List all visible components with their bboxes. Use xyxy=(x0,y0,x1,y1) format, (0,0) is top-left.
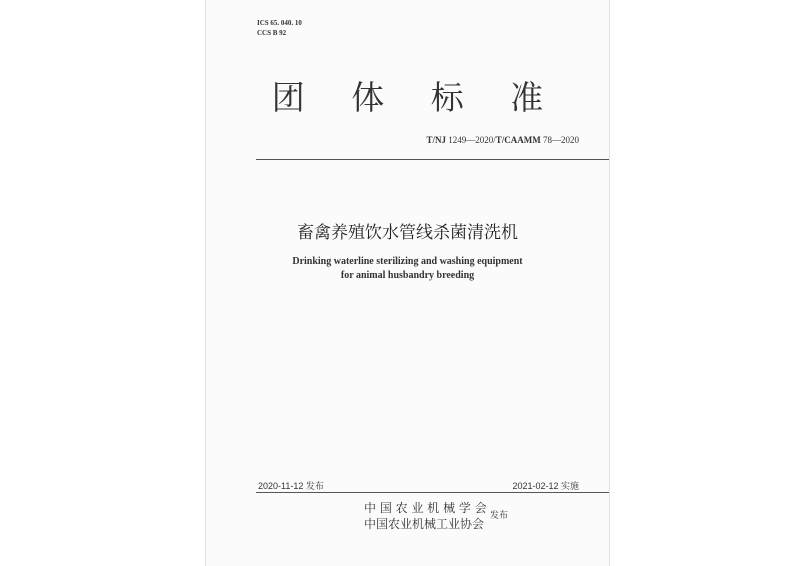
standard-prefix-nj: T/NJ xyxy=(426,135,446,145)
issue-date: 2020-11-12 发布 xyxy=(258,481,324,491)
standard-prefix-caamm: T/CAAMM xyxy=(495,135,541,145)
ics-code: ICS 65. 040. 10 xyxy=(257,19,302,27)
bottom-divider xyxy=(256,492,609,493)
publisher-2: 中国农业机械工业协会 xyxy=(364,517,485,531)
standard-number-caamm: 78—2020 xyxy=(543,135,579,145)
document-page xyxy=(205,0,610,566)
document-title-en xyxy=(206,255,609,283)
top-divider xyxy=(256,159,609,160)
standard-number xyxy=(426,135,579,145)
document-title-zh: 畜禽养殖饮水管线杀菌清洗机 xyxy=(297,223,518,243)
title-en-line1: Drinking waterline sterilizing and washing equipment xyxy=(292,256,523,267)
publish-label: 发布 xyxy=(490,511,509,521)
page-title: 团 体 标 准 xyxy=(271,78,562,117)
publishers xyxy=(364,500,487,532)
title-en-line2: for animal husbandry breeding xyxy=(340,270,475,281)
standard-number-nj: 1249—2020/ xyxy=(448,135,496,145)
classification-codes xyxy=(257,18,302,38)
implementation-date: 2021-02-12 实施 xyxy=(512,481,579,491)
publisher-1: 中 国 农 业 机 械 学 会 xyxy=(364,501,487,515)
ccs-code: CCS B 92 xyxy=(257,29,287,37)
